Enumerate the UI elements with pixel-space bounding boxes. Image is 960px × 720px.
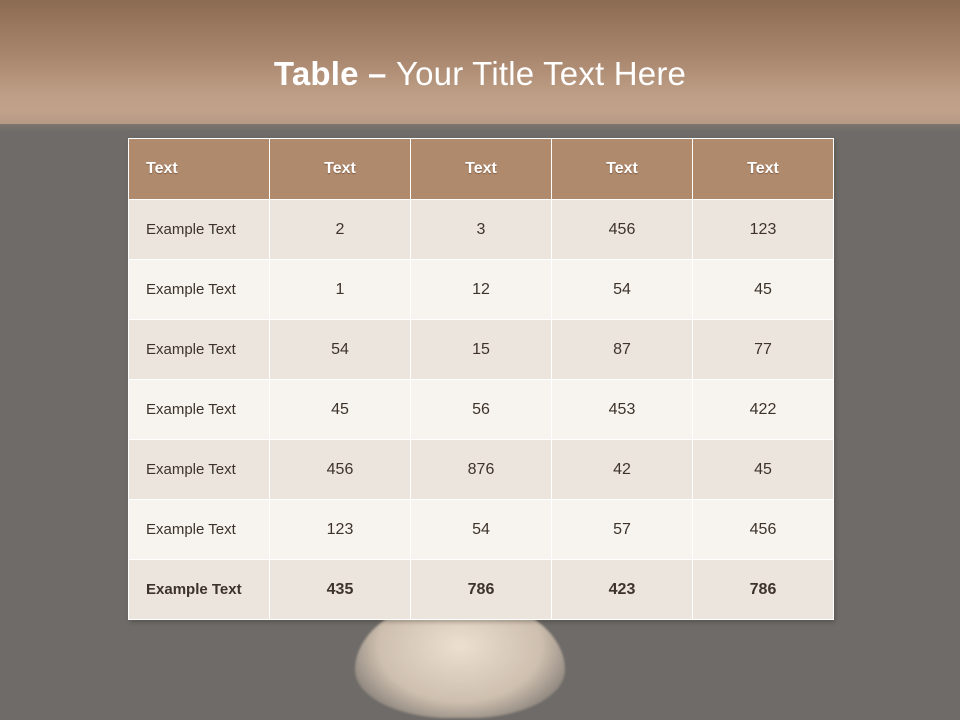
row-value: 54: [270, 320, 411, 380]
table-header-cell-4: Text: [693, 139, 834, 200]
page-title: [0, 52, 960, 96]
table-header-row: [129, 139, 834, 200]
row-label: Example Text: [129, 200, 270, 260]
row-value: 45: [693, 260, 834, 320]
row-value: 54: [411, 500, 552, 560]
page-title-strong: Table –: [273, 55, 396, 92]
row-value: 423: [552, 560, 693, 620]
table-row: [129, 440, 834, 500]
row-value: 15: [411, 320, 552, 380]
row-value: 1: [270, 260, 411, 320]
row-value: 456: [693, 500, 834, 560]
row-value: 12: [411, 260, 552, 320]
page-title-light: Your Title Text Here: [395, 55, 687, 92]
row-value: 786: [411, 560, 552, 620]
row-value: 45: [693, 440, 834, 500]
row-value: 87: [552, 320, 693, 380]
row-value: 123: [693, 200, 834, 260]
row-label: Example Text: [129, 560, 270, 620]
row-value: 786: [693, 560, 834, 620]
row-value: 456: [552, 200, 693, 260]
table-body: [129, 200, 834, 620]
row-value: 56: [411, 380, 552, 440]
row-value: 2: [270, 200, 411, 260]
table-row: [129, 380, 834, 440]
row-value: 54: [552, 260, 693, 320]
row-value: 123: [270, 500, 411, 560]
row-label: Example Text: [129, 320, 270, 380]
row-value: 456: [270, 440, 411, 500]
table-row: [129, 500, 834, 560]
table-header-cell-0: Text: [129, 139, 270, 200]
row-value: 42: [552, 440, 693, 500]
table-header-cell-3: Text: [552, 139, 693, 200]
table-row: [129, 260, 834, 320]
row-value: 3: [411, 200, 552, 260]
row-value: 876: [411, 440, 552, 500]
header-fade: [0, 110, 960, 132]
table-header-cell-2: Text: [411, 139, 552, 200]
row-label: Example Text: [129, 260, 270, 320]
row-label: Example Text: [129, 500, 270, 560]
data-table: [128, 138, 834, 620]
row-value: 422: [693, 380, 834, 440]
row-label: Example Text: [129, 440, 270, 500]
table-header-cell-1: Text: [270, 139, 411, 200]
row-value: 453: [552, 380, 693, 440]
table-row-total: [129, 560, 834, 620]
row-label: Example Text: [129, 380, 270, 440]
row-value: 77: [693, 320, 834, 380]
row-value: 45: [270, 380, 411, 440]
table-row: [129, 200, 834, 260]
table-row: [129, 320, 834, 380]
row-value: 435: [270, 560, 411, 620]
table-header-row-group: [129, 139, 834, 200]
data-table-container: [128, 138, 833, 620]
row-value: 57: [552, 500, 693, 560]
